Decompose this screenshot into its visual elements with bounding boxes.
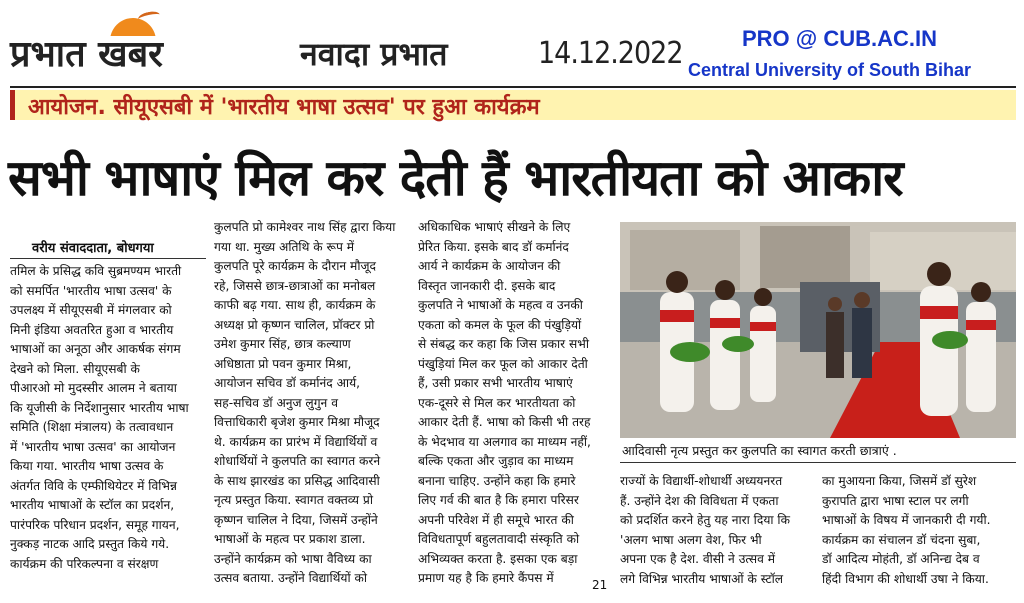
article-line: अपना एक है देश. वीसी ने उत्सव में — [620, 552, 776, 566]
article-line: अधिकाधिक भाषाएं सीखने के लिए — [418, 220, 571, 234]
article-line: के साथ झारखंड का प्रसिद्ध आदिवासी — [214, 473, 380, 488]
article-line: किया गया. भारतीय भाषा उत्सव के — [10, 459, 164, 473]
article-line: अध्यक्ष प्रो कृष्णन चालिल, प्रॉक्टर प्रो — [214, 317, 375, 332]
article-line: प्रेरित किया. इसके बाद डॉ कर्मानंद — [418, 239, 569, 254]
article-line: नृत्य प्रस्तुत किया. स्वागत वक्तव्य प्रो — [214, 493, 373, 507]
article-line: के भेदभाव या अलगाव का माध्यम नहीं, — [418, 434, 591, 449]
issue-date: 14.12.2022 — [538, 36, 683, 71]
kicker-text: आयोजन. सीयूएसबी में 'भारतीय भाषा उत्सव' पर हुआ कार्यक्रम — [28, 95, 540, 120]
article-line: आकार देती हैं. भाषा को किसी भी तरह — [418, 415, 591, 429]
article-line: पारंपरिक परिधान प्रदर्शन, समूह गायन, — [10, 517, 180, 532]
article-line: सह-सचिव डॉ अनुज लुगुन व — [214, 395, 338, 410]
headline: सभी भाषाएं मिल कर देती हैं भारतीयता को आकार — [8, 149, 903, 207]
edition-name: नवादा प्रभात — [300, 35, 448, 73]
watermark-email: PRO @ CUB.AC.IN — [742, 26, 938, 51]
article-line: हैं, उसी प्रकार सभी भारतीय भाषाएं — [418, 376, 573, 390]
article-line: भाषाओं के महत्व पर प्रकाश डाला. — [214, 532, 366, 546]
article-line: को प्रदर्शित करने हेतु यह नारा दिया कि — [620, 513, 790, 527]
article-line: काफी बढ़ गया. साथ ही, कार्यक्रम के — [214, 298, 376, 312]
article-line: नुक्कड़ नाटक आदि प्रस्तुत किये गये. — [10, 537, 170, 551]
news-photo — [620, 222, 1016, 438]
article-line: को समर्पित 'भारतीय भाषा उत्सव' के — [10, 283, 172, 298]
article-line: थे. कार्यक्रम का प्रारंभ में विद्यार्थियों व — [214, 434, 378, 449]
article-line: विविधतापूर्ण बहुलतावादी संस्कृति को — [418, 532, 580, 546]
article-line: प्रमाण यह है कि हमारे कैंपस में — [418, 571, 554, 585]
article-line: आयोजन सचिव डॉ कर्मानंद आर्य, — [214, 376, 361, 390]
article-line: 'अलग भाषा अलग वेश, फिर भी — [620, 532, 762, 547]
article-line: लिए गर्व की बात है कि हमारा परिसर — [418, 493, 579, 507]
article-line: बल्कि एकता और जुड़ाव का माध्यम — [418, 454, 574, 468]
article-line: मिनी इंडिया अवतरित हुआ व भारतीय — [10, 322, 174, 337]
article-line: कृष्णन चालिल ने दिया, जिसमें उन्होंने — [214, 512, 378, 527]
article-line: एक-दूसरे से मिल कर भारतीयता को — [418, 395, 576, 410]
article-line: विस्तृत जानकारी दी. इसके बाद — [418, 278, 556, 293]
article-column-2 — [214, 218, 410, 602]
newspaper-logo: प्रभात खबर — [10, 34, 163, 75]
masthead-divider — [10, 86, 1016, 88]
article-line: अधिष्ठाता प्रो पवन कुमार मिश्रा, — [214, 356, 352, 371]
caption-divider — [620, 462, 1016, 463]
kicker-accent — [10, 90, 15, 120]
article-line: आर्य ने कार्यक्रम के आयोजन की — [418, 259, 561, 273]
article-line: तमिल के प्रसिद्ध कवि सुब्रमण्यम भारती — [10, 264, 182, 278]
article-column-4 — [620, 472, 816, 602]
article-line: से संबद्ध कर कहा कि जिस प्रकार सभी — [418, 337, 589, 351]
article-line: अभिव्यक्त करता है. इसका एक बड़ा — [418, 551, 578, 566]
article-column-5 — [822, 472, 1018, 602]
article-line: कार्यक्रम की परिकल्पना व संरक्षण — [10, 556, 159, 571]
page-number: 21 — [592, 578, 608, 592]
article-line: देखने को मिला. सीयूएसबी के — [10, 361, 140, 376]
article-line: कुलपति प्रो कामेश्वर नाथ सिंह द्वारा किया — [214, 220, 396, 234]
dance-photo-illustration — [620, 222, 1016, 438]
article-line: उन्होंने कार्यक्रम को भाषा वैविध्य का — [214, 551, 372, 566]
article-line: एकता को कमल के फूल की पंखुड़ियों — [418, 317, 582, 332]
article-column-1 — [10, 262, 206, 602]
article-line: उत्सव बताया. उन्होंने विद्यार्थियों को — [214, 571, 368, 585]
article-line: कार्यक्रम का संचालन डॉ चंदना सुबा, — [822, 532, 981, 547]
article-line: लगे विभिन्न भारतीय भाषाओं के स्टॉल — [620, 571, 784, 586]
article-line: कुलपति पूरे कार्यक्रम के दौरान मौजूद — [214, 259, 377, 273]
article-line: गया था. मुख्य अतिथि के रूप में — [214, 239, 355, 254]
article-line: रहे, जिससे छात्र-छात्राओं का मनोबल — [214, 278, 376, 293]
article-line: हिंदी विभाग की शोधार्थी उषा ने किया. — [822, 571, 989, 586]
photo-caption: आदिवासी नृत्य प्रस्तुत कर कुलपति का स्वागत करती छात्राएं . — [622, 443, 897, 458]
article-line: अंतर्गत विवि के एम्फीथियेटर में विभिन्न — [10, 478, 177, 493]
watermark-university: Central University of South Bihar — [688, 60, 972, 80]
byline-divider — [10, 258, 206, 259]
article-line: में 'भारतीय भाषा उत्सव' का आयोजन — [10, 439, 176, 454]
article-line: अपनी परिवेश में ही समूचे भारत की — [418, 512, 574, 527]
article-line: कि यूजीसी के निर्देशानुसार भारतीय भाषा — [10, 400, 189, 415]
article-line: डॉ आदित्य मोहंती, डॉ अनिन्द्य देब व — [822, 552, 980, 566]
article-line: पीआरओ मो मुदस्सीर आलम ने बताया — [10, 381, 177, 395]
article-line: उमेश कुमार सिंह, छात्र कल्याण — [214, 337, 351, 351]
article-line: कुलपति ने भाषाओं के महत्व व उनकी — [418, 298, 583, 312]
article-line: भारतीय भाषाओं के स्टॉल का प्रदर्शन, — [10, 498, 175, 512]
article-line: राज्यों के विद्यार्थी-शोधार्थी अध्ययनरत — [620, 474, 783, 488]
article-line: वित्ताधिकारी बृजेश कुमार मिश्रा मौजूद — [214, 415, 380, 429]
article-line: का मुआयना किया, जिसमें डॉ सुरेश — [822, 474, 977, 488]
article-column-3 — [418, 218, 614, 602]
article-line: शोधार्थियों ने कुलपति का स्वागत करने — [214, 454, 381, 468]
article-line: उपलक्ष्य में सीयूएसबी में मंगलवार को — [10, 303, 172, 317]
byline: वरीय संवाददाता, बोधगया — [32, 241, 154, 256]
article-line: कुरापति द्वारा भाषा स्टाल पर लगी — [822, 493, 969, 508]
article-line: पंखुड़ियां मिल कर फूल को आकार देती — [418, 356, 588, 371]
article-line: भाषाओं का अनूठा और आकर्षक संगम — [10, 342, 181, 356]
article-line: समिति (शिक्षा मंत्रालय) के तत्वावधान — [10, 420, 174, 434]
article-line: बनाना चाहिए. उन्होंने कहा कि हमारे — [418, 473, 576, 488]
article-line: भाषाओं के विषय में जानकारी दी गयी. — [822, 513, 991, 527]
article-line: हैं. उन्होंने देश की विविधता में एकता — [620, 493, 779, 508]
